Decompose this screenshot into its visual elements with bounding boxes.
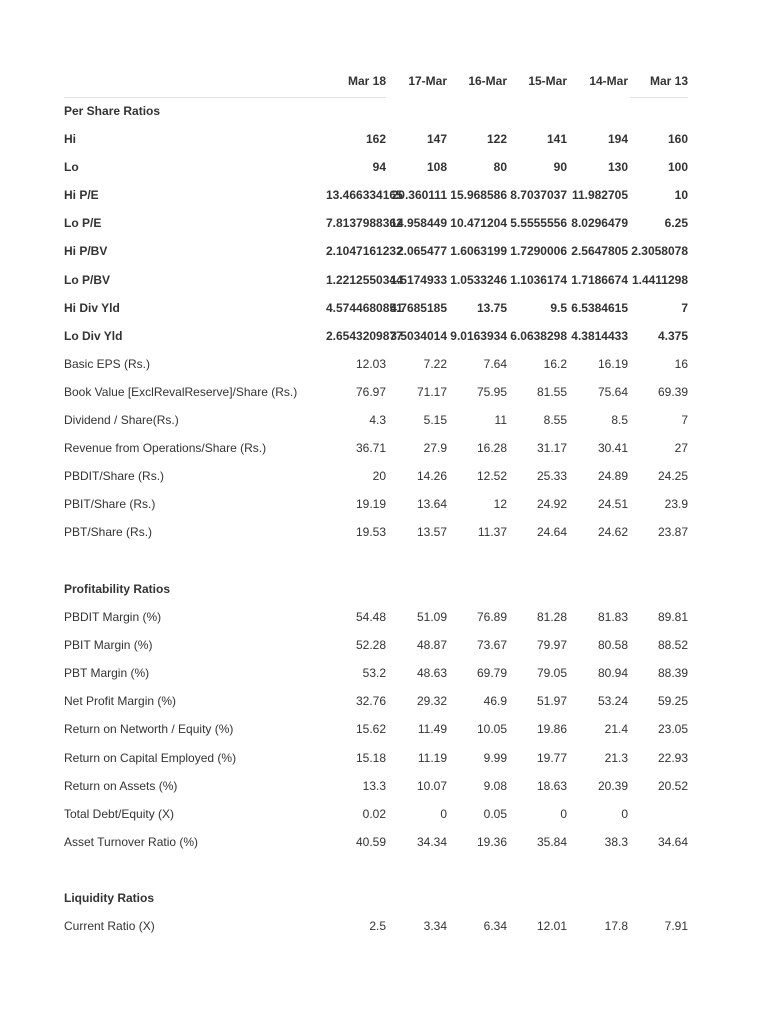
cell-value: 6.34 — [483, 919, 507, 933]
cell-value: 59.25 — [657, 694, 688, 709]
cell-value: 9.08 — [483, 778, 507, 793]
row-label: PBDIT/Share (Rs.) — [64, 469, 165, 484]
cell-value: 53.24 — [597, 694, 628, 709]
row-label: Hi P/BV — [64, 244, 108, 259]
cell-value: 141 — [546, 132, 567, 146]
cell-value: 147 — [426, 132, 447, 146]
cell-value: 160 — [667, 132, 688, 146]
cell-value: 19.53 — [355, 525, 386, 540]
row-label: Total Debt/Equity (X) — [64, 806, 175, 821]
section-title: Per Share Ratios — [64, 104, 161, 118]
cell-value: 24.89 — [597, 469, 628, 484]
table-row — [0, 301, 768, 319]
row-label: Asset Turnover Ratio (%) — [64, 834, 199, 849]
cell-value: 89.81 — [657, 610, 688, 624]
table-row — [0, 807, 768, 825]
cell-value: 79.05 — [536, 666, 567, 681]
cell-value: 79.97 — [536, 638, 567, 653]
cell-value: 9.0163934 — [450, 328, 507, 343]
cell-value: 48.63 — [416, 666, 447, 681]
table-row — [0, 329, 768, 347]
cell-value: 40.59 — [355, 834, 386, 849]
cell-value: 4.375 — [657, 328, 688, 343]
table-row — [0, 638, 768, 656]
table-row — [0, 779, 768, 797]
cell-value: 4.3814433 — [571, 328, 628, 343]
cell-value: 76.97 — [355, 384, 386, 399]
cell-value: 7.22 — [423, 356, 447, 371]
cell-value: 12.52 — [476, 469, 507, 484]
cell-value: 11.19 — [417, 750, 447, 765]
cell-value: 23.87 — [657, 525, 688, 540]
cell-value: 8.7037037 — [510, 188, 567, 203]
cell-value: 0 — [621, 806, 628, 821]
cell-value: 21.3 — [604, 750, 628, 765]
cell-value: 20.52 — [657, 778, 688, 793]
cell-value: 16 — [674, 356, 688, 371]
table-row — [0, 835, 768, 853]
table-row — [0, 469, 768, 487]
cell-value: 11 — [494, 413, 507, 427]
cell-value: 90 — [553, 160, 567, 175]
table-row — [0, 160, 768, 178]
cell-value: 17.8 — [604, 919, 628, 933]
row-label: Return on Capital Employed (%) — [64, 750, 237, 765]
cell-value: 11.982705 — [571, 188, 628, 203]
table-row — [0, 722, 768, 740]
cell-value: 24.64 — [536, 525, 567, 540]
cell-value: 15.968586 — [450, 188, 507, 203]
cell-value: 7 — [681, 413, 688, 427]
cell-value: 122 — [486, 132, 507, 146]
row-label: PBIT Margin (%) — [64, 638, 153, 653]
cell-value: 51.09 — [416, 610, 447, 624]
cell-value: 81.55 — [536, 384, 567, 399]
row-label: Return on Networth / Equity (%) — [64, 722, 234, 737]
cell-value: 30.41 — [597, 441, 628, 456]
cell-value: 16.28 — [476, 441, 507, 456]
cell-value: 14.26 — [416, 469, 447, 484]
cell-value: 27.9 — [423, 441, 447, 456]
table-row — [0, 132, 768, 150]
cell-value: 24.62 — [597, 525, 628, 540]
cell-value: 20 — [372, 469, 386, 484]
cell-value: 1.7186674 — [571, 272, 628, 287]
cell-value: 20.360111 — [391, 188, 447, 203]
row-label: PBT Margin (%) — [64, 666, 150, 681]
table-row — [0, 385, 768, 403]
cell-value: 6.0638298 — [510, 328, 567, 343]
cell-value: 13.64 — [416, 497, 447, 512]
row-label: Lo Div Yld — [64, 328, 123, 343]
column-header-row — [0, 74, 768, 92]
cell-value: 24.92 — [536, 497, 567, 512]
cell-value: 16.19 — [597, 356, 628, 371]
cell-value: 21.4 — [604, 722, 628, 737]
cell-value: 31.17 — [536, 441, 567, 456]
cell-value: 1.1036174 — [510, 272, 567, 287]
cell-value: 2.5 — [369, 919, 386, 933]
cell-value: 24.51 — [597, 497, 628, 512]
row-label: Dividend / Share(Rs.) — [64, 413, 179, 427]
cell-value: 24.25 — [657, 469, 688, 484]
cell-value: 1.0533246 — [450, 272, 507, 287]
cell-value: 11.49 — [417, 722, 447, 737]
cell-value: 80.94 — [597, 666, 628, 681]
cell-value: 13.57 — [416, 525, 447, 540]
cell-value: 7.8137988362 — [326, 216, 403, 231]
cell-value: 76.89 — [476, 610, 507, 624]
row-label: PBIT/Share (Rs.) — [64, 497, 156, 512]
cell-value: 48.87 — [416, 638, 447, 653]
table-row — [0, 610, 768, 628]
cell-value: 2.3058078 — [631, 244, 688, 259]
column-header: 16-Mar — [468, 74, 507, 88]
cell-value: 3.34 — [423, 919, 447, 933]
column-header: Mar 18 — [347, 74, 386, 88]
cell-value: 46.9 — [483, 694, 507, 709]
table-row — [0, 666, 768, 684]
cell-value: 6.5384615 — [571, 300, 628, 315]
cell-value: 8.0296479 — [571, 216, 628, 231]
cell-value: 94 — [372, 160, 386, 175]
row-label: Basic EPS (Rs.) — [64, 356, 151, 371]
cell-value: 23.9 — [664, 497, 688, 512]
row-label: Lo — [64, 160, 79, 175]
cell-value: 38.3 — [604, 834, 628, 849]
cell-value: 35.84 — [536, 834, 567, 849]
column-header: 14-Mar — [589, 74, 628, 88]
cell-value: 19.77 — [536, 750, 567, 765]
cell-value: 71.17 — [416, 384, 447, 399]
cell-value: 130 — [607, 160, 628, 175]
cell-value: 52.28 — [355, 638, 386, 653]
cell-value: 32.76 — [355, 694, 386, 709]
row-label: PBDIT Margin (%) — [64, 610, 162, 624]
table-row — [0, 273, 768, 291]
cell-value: 25.33 — [536, 469, 567, 484]
cell-value: 4.3 — [369, 413, 386, 427]
table-row — [0, 497, 768, 515]
cell-value: 69.39 — [657, 384, 688, 399]
cell-value: 0.02 — [362, 806, 386, 821]
row-label: Net Profit Margin (%) — [64, 694, 177, 709]
cell-value: 1.7290006 — [510, 244, 567, 259]
cell-value: 75.95 — [476, 384, 507, 399]
row-label: Book Value [ExclRevalReserve]/Share (Rs.) — [64, 384, 298, 399]
cell-value: 10.07 — [416, 778, 447, 793]
table-row — [0, 525, 768, 543]
cell-value: 80 — [493, 160, 507, 175]
row-label: Hi — [64, 132, 76, 146]
cell-value: 16.2 — [543, 356, 567, 371]
column-header: Mar 13 — [649, 74, 688, 88]
cell-value: 13.75 — [476, 300, 507, 315]
cell-value: 2.065477 — [396, 244, 447, 259]
column-header: 17-Mar — [408, 74, 447, 88]
row-label: Hi P/E — [64, 188, 99, 203]
cell-value: 75.64 — [597, 384, 628, 399]
row-label: Lo P/E — [64, 216, 102, 231]
table-row — [0, 413, 768, 431]
cell-value: 6.25 — [664, 216, 688, 231]
section-title: Liquidity Ratios — [64, 891, 154, 905]
row-label: Hi Div Yld — [64, 300, 120, 315]
cell-value: 0 — [440, 806, 447, 821]
cell-value: 11.37 — [477, 525, 507, 540]
cell-value: 88.52 — [657, 638, 688, 653]
cell-value: 1.4411298 — [631, 272, 688, 287]
cell-value: 34.34 — [416, 834, 447, 849]
row-label: Return on Assets (%) — [64, 778, 178, 793]
cell-value: 1.5174933 — [390, 272, 447, 287]
header-divider — [64, 97, 386, 98]
column-header: 15-Mar — [528, 74, 567, 88]
table-row — [0, 919, 768, 937]
table-row — [0, 694, 768, 712]
table-row — [0, 188, 768, 206]
cell-value: 18.63 — [536, 778, 567, 793]
table-row — [0, 216, 768, 234]
cell-value: 194 — [607, 132, 628, 146]
cell-value: 5.15 — [423, 413, 447, 427]
cell-value: 100 — [667, 160, 688, 175]
cell-value: 54.48 — [355, 610, 386, 624]
cell-value: 9.5 — [550, 300, 567, 315]
cell-value: 9.99 — [483, 750, 507, 765]
cell-value: 1.2212550344 — [326, 272, 403, 287]
cell-value: 19.19 — [355, 497, 386, 512]
cell-value: 29.32 — [416, 694, 447, 709]
cell-value: 34.64 — [657, 834, 688, 849]
cell-value: 27 — [674, 441, 688, 456]
cell-value: 4.7685185 — [390, 300, 447, 315]
row-label: Current Ratio (X) — [64, 919, 155, 933]
cell-value: 15.62 — [355, 722, 386, 737]
cell-value: 0.05 — [483, 806, 507, 821]
cell-value: 23.05 — [657, 722, 688, 737]
cell-value: 14.958449 — [390, 216, 447, 231]
cell-value: 69.79 — [476, 666, 507, 681]
cell-value: 10.471204 — [450, 216, 507, 231]
row-label: PBT/Share (Rs.) — [64, 525, 153, 540]
cell-value: 7.91 — [664, 919, 688, 933]
table-row — [0, 357, 768, 375]
cell-value: 81.28 — [536, 610, 567, 624]
table-row — [0, 244, 768, 262]
cell-value: 8.5 — [611, 413, 628, 427]
cell-value: 22.93 — [657, 750, 688, 765]
row-label: Revenue from Operations/Share (Rs.) — [64, 441, 267, 456]
cell-value: 162 — [365, 132, 386, 146]
cell-value: 4.5744680851 — [326, 300, 403, 315]
cell-value: 20.39 — [597, 778, 628, 793]
cell-value: 1.6063199 — [450, 244, 507, 259]
cell-value: 19.86 — [536, 722, 567, 737]
cell-value: 0 — [560, 806, 567, 821]
row-label: Lo P/BV — [64, 272, 111, 287]
cell-value: 2.1047161232 — [326, 244, 403, 259]
table-row — [0, 441, 768, 459]
cell-value: 12.01 — [536, 919, 567, 933]
cell-value: 80.58 — [597, 638, 628, 653]
cell-value: 7 — [681, 300, 688, 315]
cell-value: 2.5647805 — [571, 244, 628, 259]
cell-value: 15.18 — [355, 750, 386, 765]
cell-value: 13.3 — [362, 778, 386, 793]
cell-value: 53.2 — [362, 666, 386, 681]
cell-value: 10.05 — [476, 722, 507, 737]
cell-value: 51.97 — [536, 694, 567, 709]
cell-value: 13.466334165 — [326, 188, 403, 203]
cell-value: 88.39 — [657, 666, 688, 681]
cell-value: 73.67 — [476, 638, 507, 653]
cell-value: 10 — [674, 188, 688, 203]
cell-value: 19.36 — [476, 834, 507, 849]
cell-value: 12.03 — [355, 356, 386, 371]
cell-value: 36.71 — [355, 441, 386, 456]
cell-value: 7.64 — [483, 356, 507, 371]
section-title: Profitability Ratios — [64, 582, 171, 596]
cell-value: 5.5555556 — [510, 216, 567, 231]
cell-value: 81.83 — [597, 610, 628, 624]
header-divider — [630, 97, 688, 98]
cell-value: 3.5034014 — [390, 328, 447, 343]
cell-value: 2.6543209877 — [326, 328, 403, 343]
table-row — [0, 751, 768, 769]
cell-value: 8.55 — [543, 413, 567, 427]
cell-value: 12 — [493, 497, 507, 512]
cell-value: 108 — [426, 160, 447, 175]
